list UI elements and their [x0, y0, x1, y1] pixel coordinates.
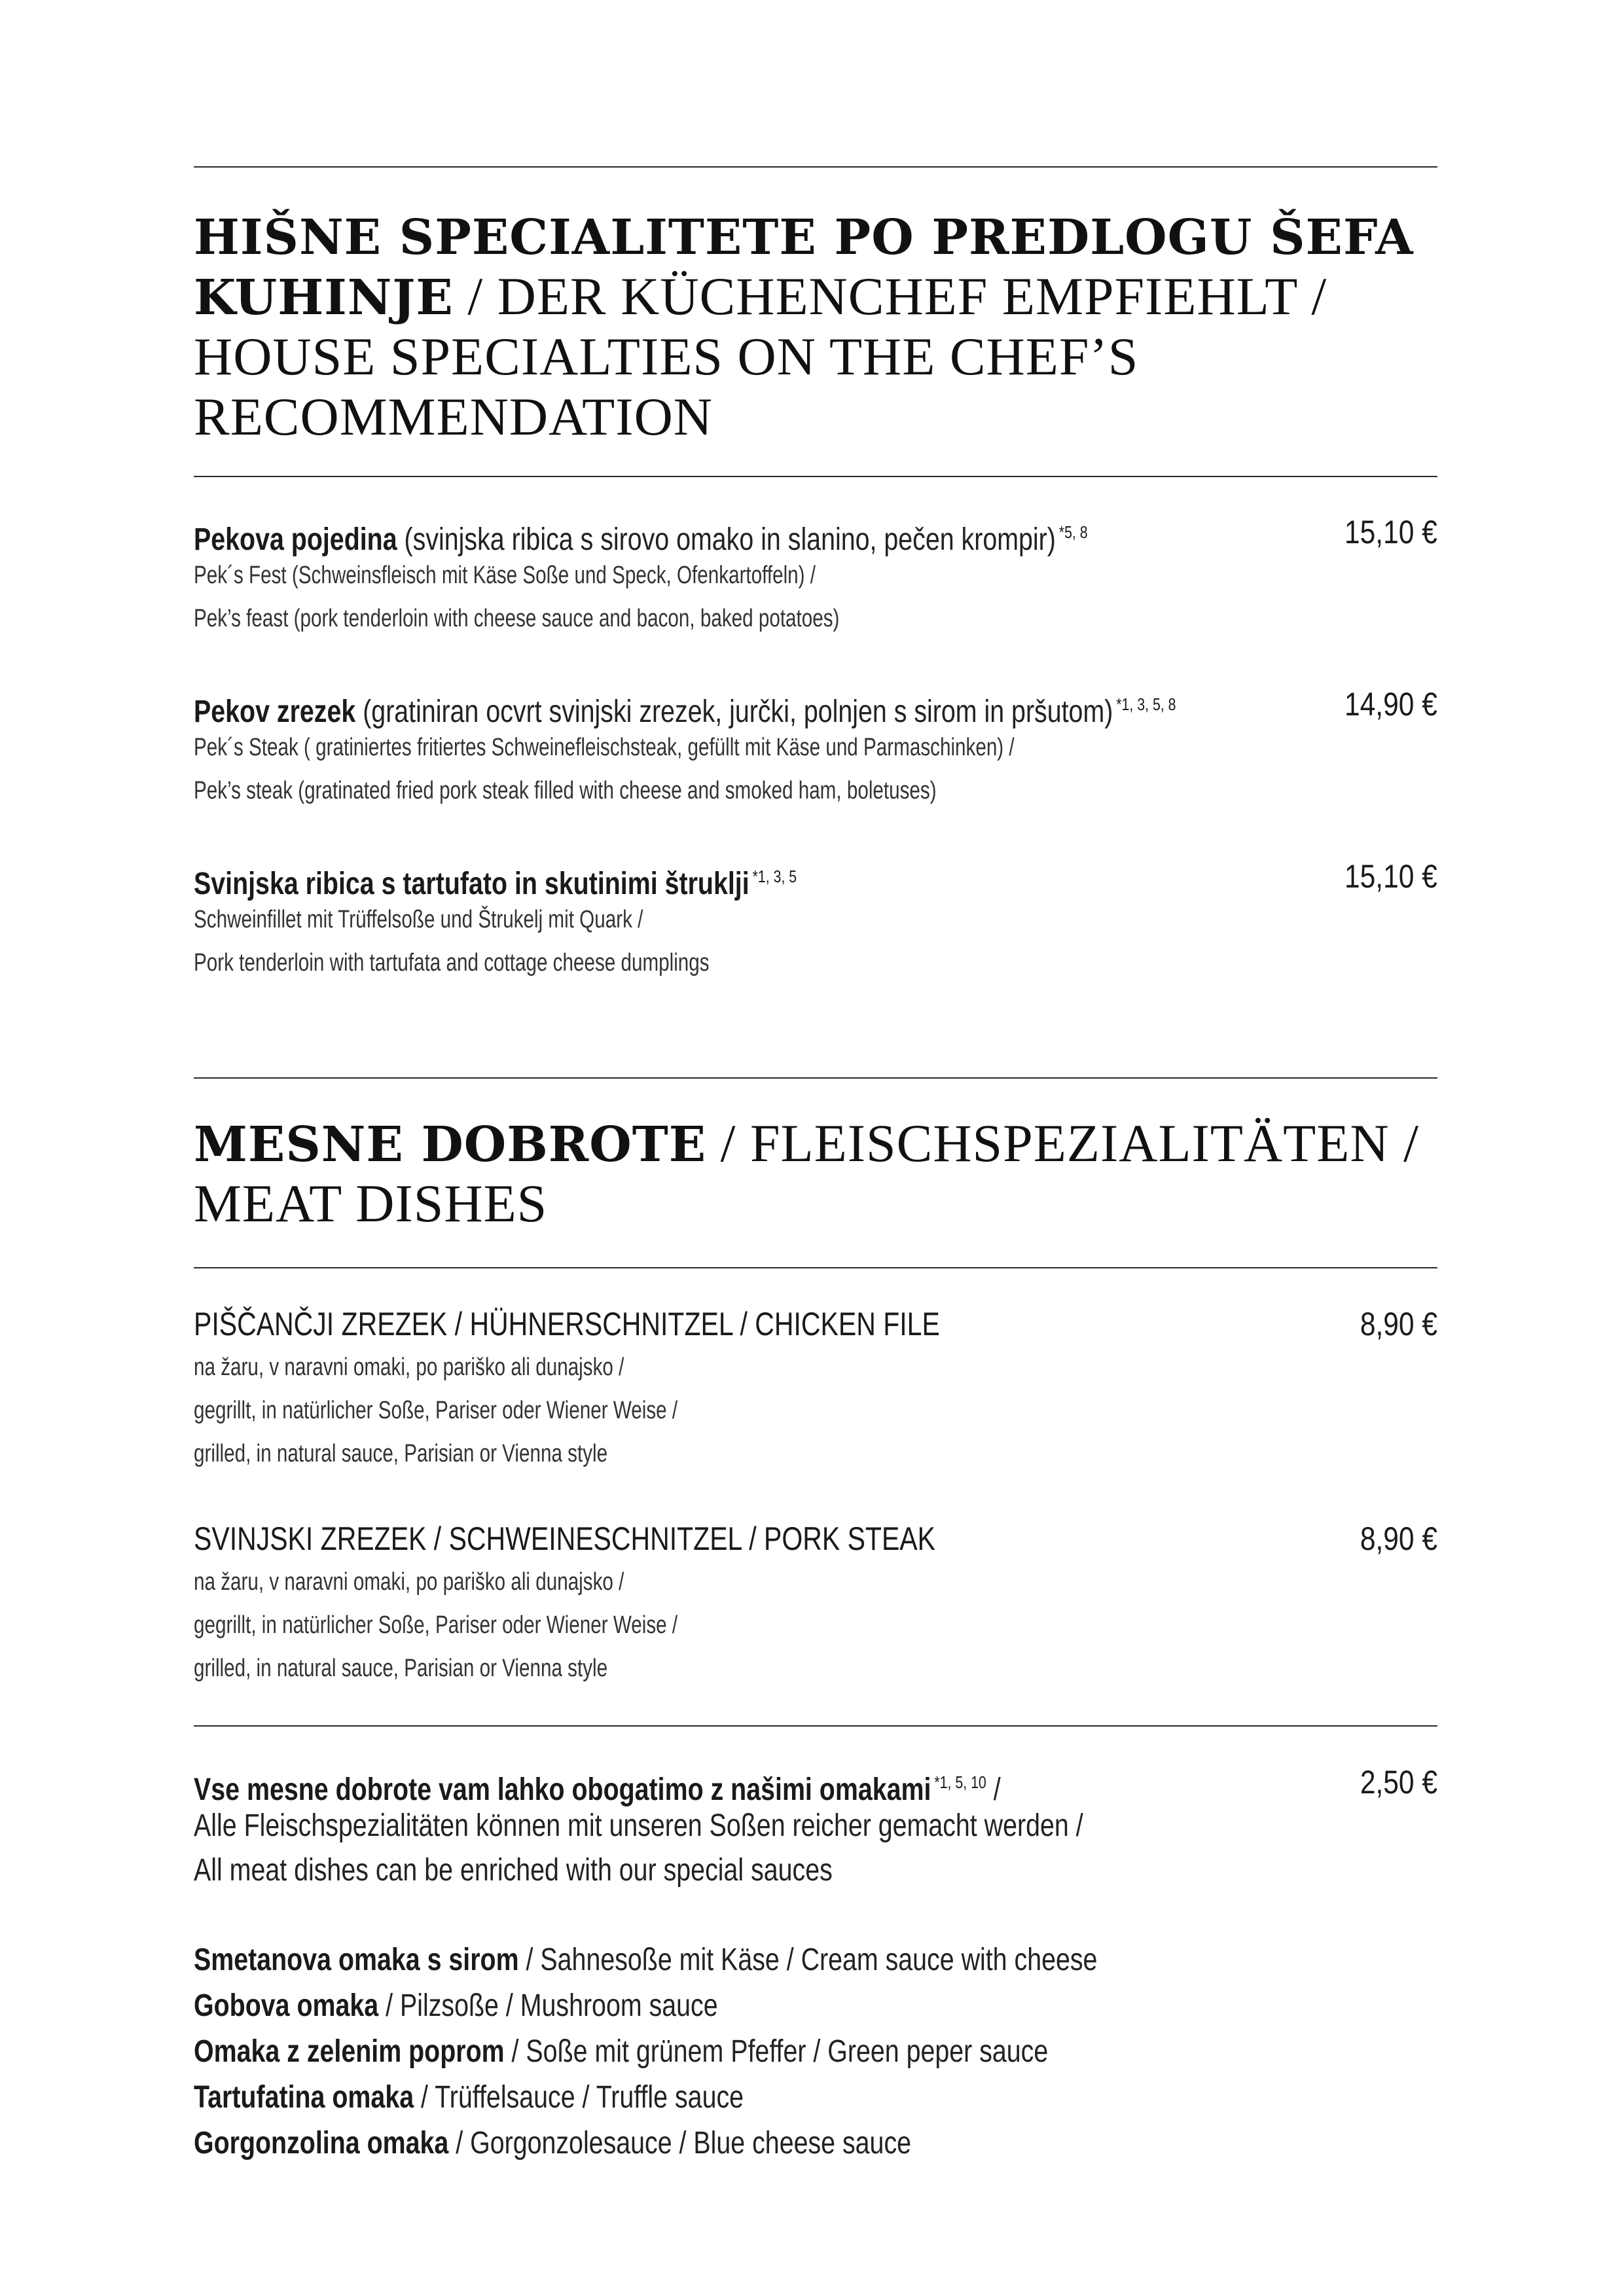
- item-desc-de: Schweinfillet mit Trüffelsoße und Štrukelj mit Quark /: [194, 906, 643, 933]
- divider: [194, 1077, 1437, 1079]
- section-title-meat-dishes: [194, 1114, 1437, 1234]
- item-name: PIŠČANČJI ZREZEK / HÜHNERSCHNITZEL / CHICKEN FILE: [194, 1306, 940, 1342]
- item-desc-de: Pek´s Fest (Schweinsfleisch mit Käse Soße und Speck, Ofenkartoffeln) /: [194, 562, 816, 589]
- sauce-item: Gobova omaka / Pilzsoße / Mushroom sauce: [194, 1988, 718, 2023]
- sauce-item: Tartufatina omaka / Trüffelsauce / Truffle sauce: [194, 2080, 744, 2115]
- item-name: SVINJSKI ZREZEK / SCHWEINESCHNITZEL / PORK STEAK: [194, 1520, 936, 1557]
- sauce-list: [194, 1937, 1176, 2166]
- section-title-bold: HIŠNE SPECIALITETE PO PREDLOGU ŠEFA KUHINJE: [194, 209, 1414, 326]
- divider: [194, 476, 1437, 477]
- sauce-offer: [194, 1761, 1437, 1893]
- item-desc-en: Pek’s steak (gratinated fried pork steak filled with cheese and smoked ham, boletuses): [194, 777, 937, 804]
- allergen-codes: *5, 8: [1058, 522, 1088, 542]
- item-price: 14,90 €: [1344, 686, 1437, 723]
- item-desc-sl: na žaru, v naravni omaki, po pariško ali dunajsko /: [194, 1568, 624, 1596]
- item-name: Pekov zrezek (gratiniran ocvrt svinjski zrezek, jurčki, polnjen s sirom in pršutom) $^{*1, 3, 5, 8}$: [194, 694, 1176, 729]
- item-desc-en: Pork tenderloin with tartufata and cottage cheese dumplings: [194, 949, 710, 977]
- menu-item-pekov-zrezek: [194, 683, 1437, 812]
- item-desc-de: Pek´s Steak ( gratiniertes fritiertes Schweinefleischsteak, gefüllt mit Käse und Parmaschinken) /: [194, 734, 1015, 761]
- item-desc-sl: na žaru, v naravni omaki, po pariško ali dunajsko /: [194, 1354, 624, 1381]
- item-desc-en: Pek’s feast (pork tenderloin with cheese sauce and bacon, baked potatoes): [194, 605, 840, 632]
- item-desc-de: gegrillt, in natürlicher Soße, Pariser oder Wiener Weise /: [194, 1611, 678, 1639]
- sauce-price: 2,50 €: [1360, 1764, 1437, 1801]
- allergen-codes: *1, 3, 5, 8: [1116, 694, 1176, 714]
- allergen-codes: *1, 3, 5: [752, 867, 797, 886]
- item-price: 15,10 €: [1344, 858, 1437, 895]
- divider: [194, 1725, 1437, 1727]
- sauce-offer-de: Alle Fleischspezialitäten können mit unseren Soßen reicher gemacht werden /: [194, 1808, 1083, 1843]
- section-title-light: / FLEISCHSPEZIALITÄTEN / MEAT DISHES: [194, 1113, 1419, 1233]
- item-desc-en: grilled, in natural sauce, Parisian or Vienna style: [194, 1655, 608, 1682]
- sauce-offer-title: Vse mesne dobrote vam lahko obogatimo z našimi omakami $^{*1, 5, 10}$ /: [194, 1772, 1001, 1807]
- divider: [194, 166, 1437, 168]
- sauce-item: Smetanova omaka s sirom / Sahnesoße mit Käse / Cream sauce with cheese: [194, 1943, 1098, 1977]
- item-price: 15,10 €: [1344, 514, 1437, 550]
- item-name: Pekova pojedina (svinjska ribica s sirovo omako in slanino, pečen krompir) $^{*5, 8}$: [194, 522, 1088, 557]
- menu-item-pekova-pojedina: [194, 511, 1437, 640]
- section-title-bold: MESNE DOBROTE: [194, 1117, 707, 1173]
- item-price: 8,90 €: [1360, 1306, 1437, 1342]
- menu-item-chicken-file: [194, 1302, 1437, 1475]
- allergen-codes: *1, 5, 10: [934, 1772, 986, 1792]
- menu-item-pork-steak: [194, 1517, 1437, 1690]
- divider: [194, 1267, 1437, 1268]
- sauce-offer-en: All meat dishes can be enriched with our special sauces: [194, 1853, 833, 1888]
- sauce-item: Gorgonzolina omaka / Gorgonzolesauce / Blue cheese sauce: [194, 2126, 912, 2161]
- section-title-house-specialties: [194, 208, 1437, 448]
- item-price: 8,90 €: [1360, 1520, 1437, 1557]
- item-desc-en: grilled, in natural sauce, Parisian or Vienna style: [194, 1440, 608, 1467]
- item-desc-de: gegrillt, in natürlicher Soße, Pariser oder Wiener Weise /: [194, 1397, 678, 1424]
- sauce-item: Omaka z zelenim poprom / Soße mit grünem Pfeffer / Green peper sauce: [194, 2034, 1049, 2069]
- item-name: Svinjska ribica s tartufato in skutinimi štruklji $^{*1, 3, 5}$: [194, 867, 797, 901]
- menu-item-svinjska-ribica: [194, 855, 1437, 984]
- section-title-light: / DER KÜCHENCHEF EMPFIEHLT / HOUSE SPECIALTIES ON THE CHEF’S RECOMMENDATION: [194, 266, 1327, 446]
